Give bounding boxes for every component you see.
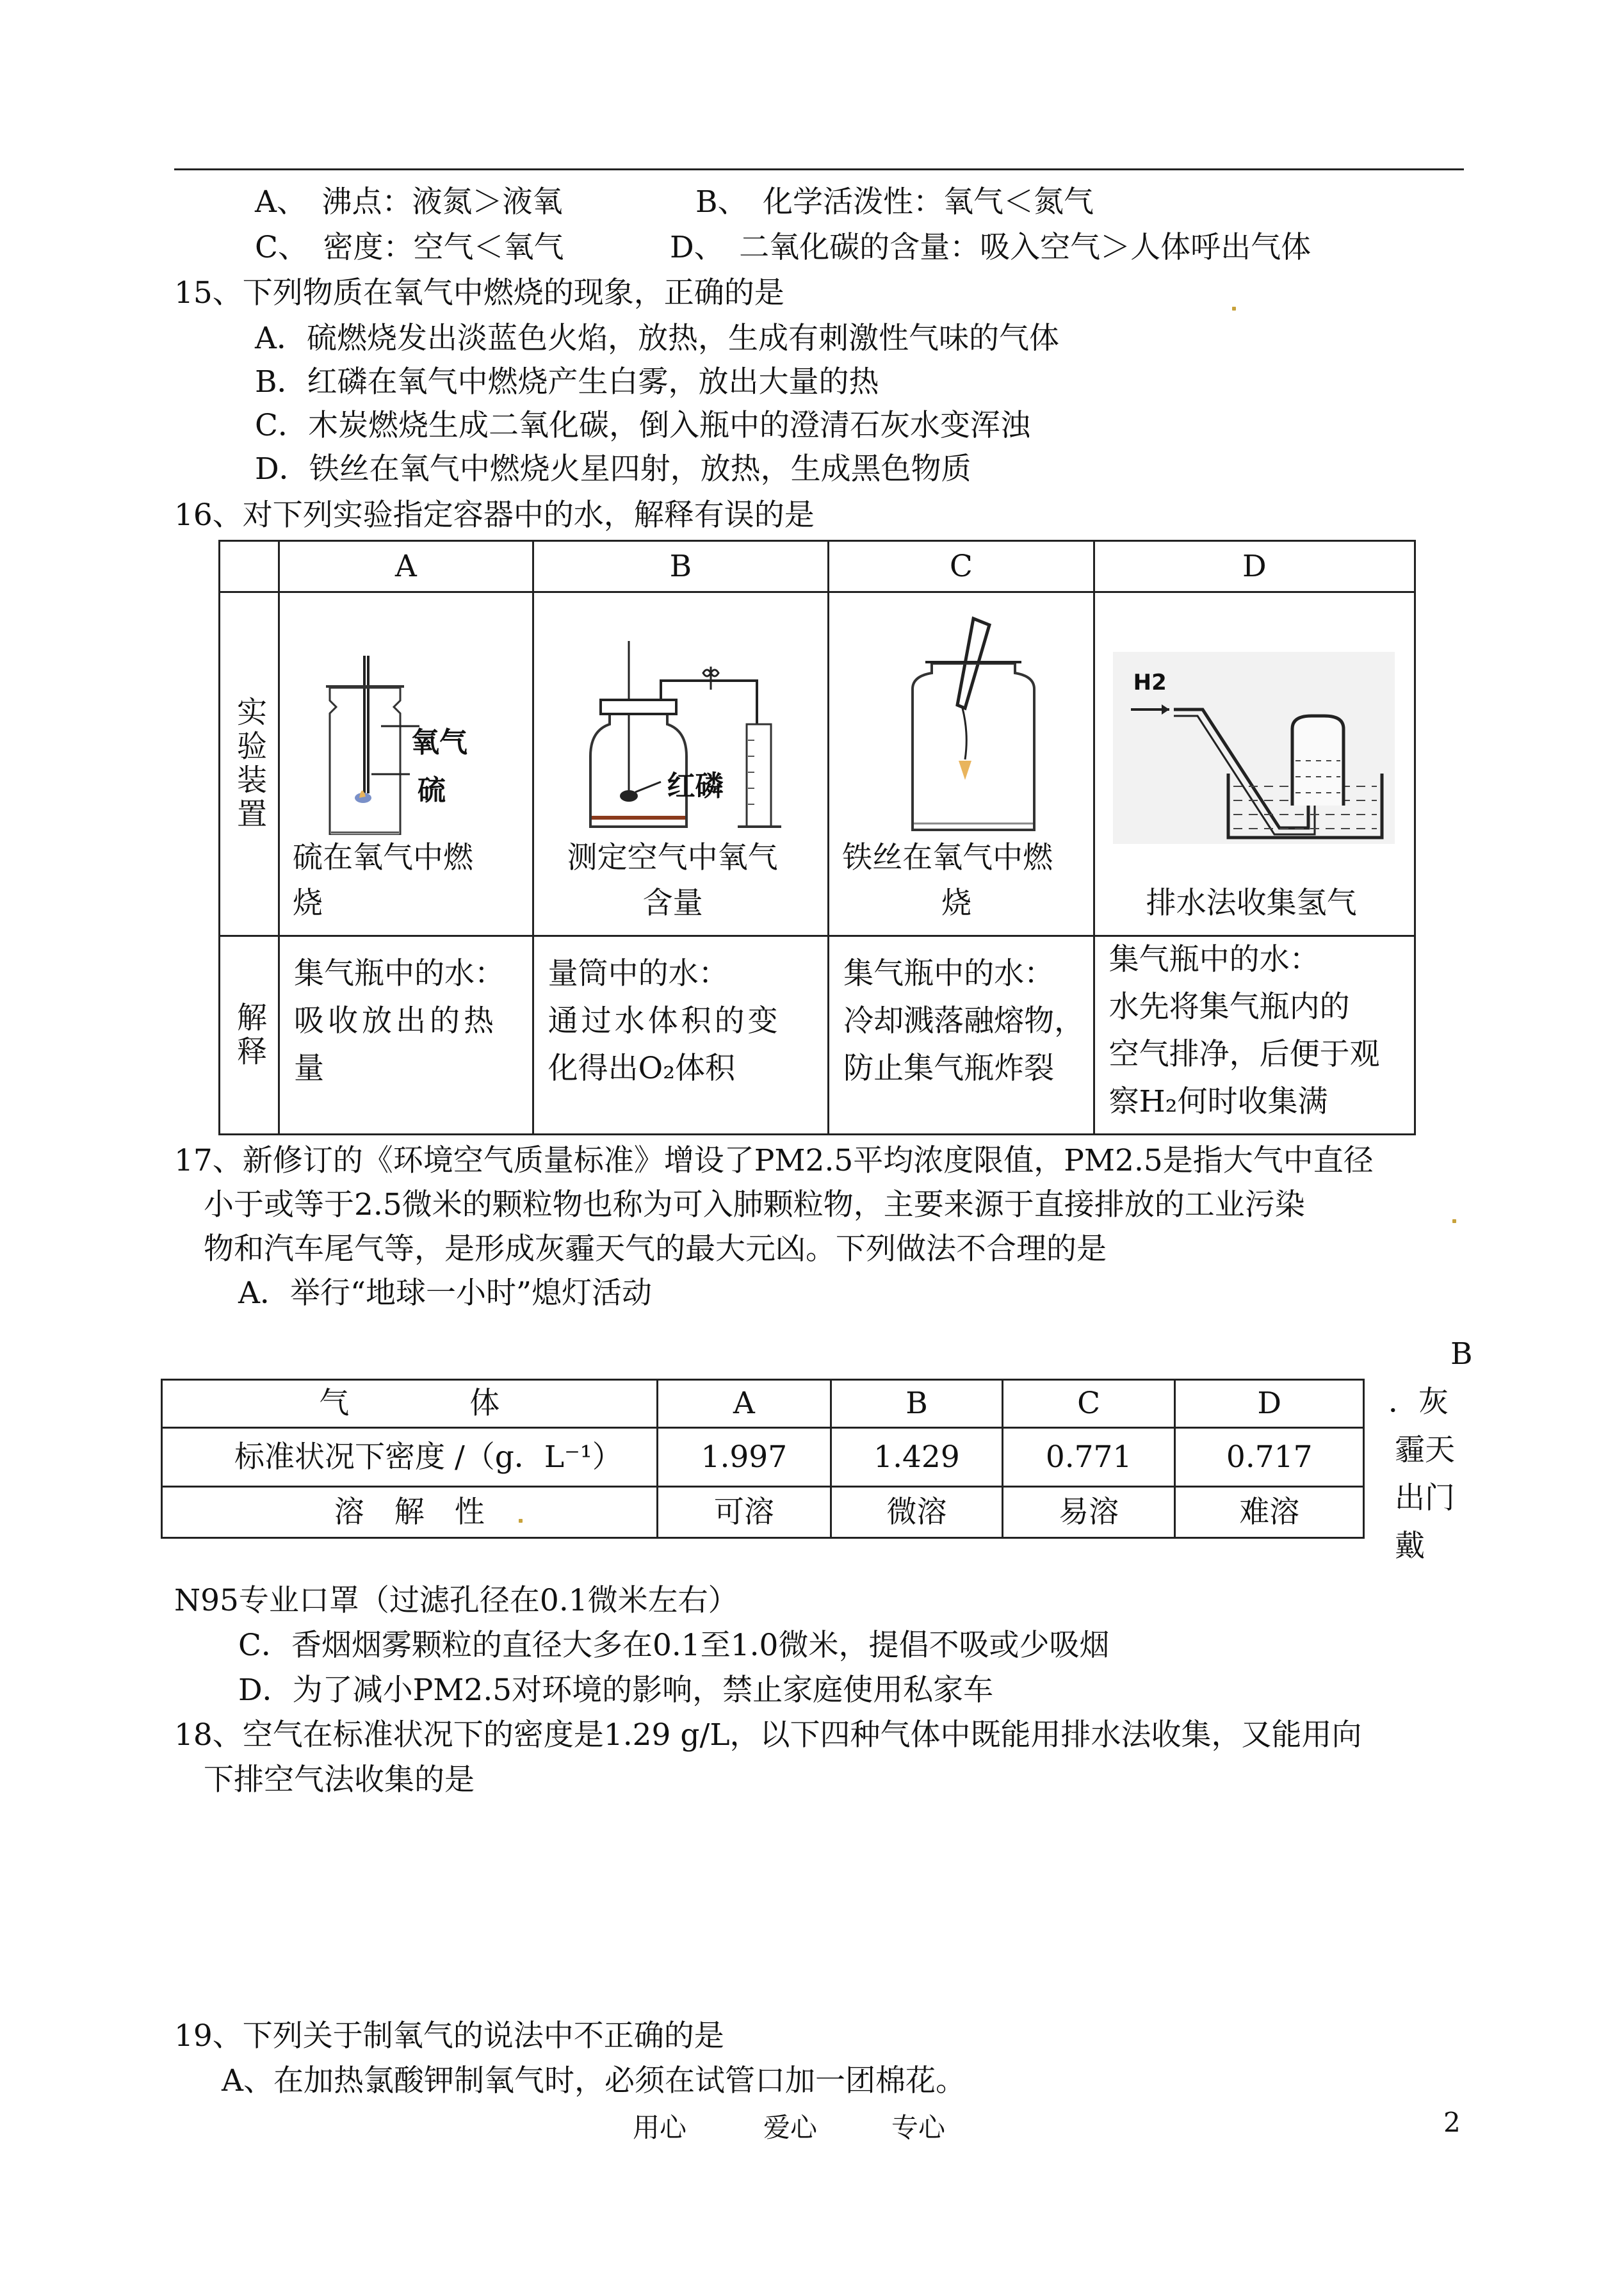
q16-table: [218, 540, 1416, 1135]
q17-side-b-3: 霾天: [1395, 1432, 1455, 1468]
footer-mid: 爱心: [763, 2112, 818, 2143]
q16-explain-b-2: 通过水体积的变: [548, 1003, 781, 1039]
stray-dot: [1452, 1219, 1456, 1223]
q14-option-d: D、 二氧化碳的含量：吸入空气＞人体呼出气体: [670, 230, 1311, 265]
q15-option-a: A．硫燃烧发出淡蓝色火焰，放热，生成有刺激性气味的气体: [255, 321, 1059, 356]
q18-line-1: 18、空气在标准状况下的密度是1.29 g/L，以下四种气体中既能用排水法收集，又能用向: [174, 1717, 1362, 1753]
q16-explain-d-4: 察H₂何时收集满: [1108, 1084, 1328, 1119]
q16-explain-b-1: 量筒中的水：: [548, 956, 729, 991]
q16-caption-d: 排水法收集氢气: [1146, 886, 1357, 921]
q16-explain-c: [829, 936, 1094, 1135]
gas-table-header-a: A: [657, 1380, 831, 1428]
q15-option-d: D．铁丝在氧气中燃烧火星四射，放热，生成黑色物质: [255, 451, 971, 487]
gas-table-header-c: C: [1002, 1380, 1175, 1428]
q16-caption-c-2: 烧: [941, 886, 972, 921]
q17-line-3: 物和汽车尾气等，是形成灰霾天气的最大元凶。下列做法不合理的是: [204, 1231, 1107, 1267]
gas-table-density-d: 0.717: [1175, 1428, 1364, 1487]
q16-caption-a-1: 硫在氧气中燃: [293, 840, 473, 875]
label-red-phosphorus: 红磷: [667, 770, 724, 802]
q14-option-a: A、 沸点：液氮＞液氧: [255, 184, 563, 220]
q16-explain-a-1: 集气瓶中的水：: [294, 956, 505, 991]
q16-explain-b: [533, 936, 828, 1135]
q17-option-c: C．香烟烟雾颗粒的直径大多在0.1至1.0微米，提倡不吸或少吸烟: [238, 1628, 1110, 1663]
footer-right: 专心: [891, 2112, 946, 2143]
q16-explain-c-3: 防止集气瓶炸裂: [843, 1051, 1055, 1086]
stray-dot: [519, 1519, 523, 1523]
q16-cell-a: [279, 592, 533, 936]
q16-explain-a-3: 量: [294, 1051, 324, 1086]
stray-dot: [1232, 307, 1236, 311]
gas-table-density-label: 标准状况下密度 /（g．L⁻¹）: [162, 1428, 658, 1487]
gas-table: [161, 1379, 1365, 1539]
q16-cell-d: [1094, 592, 1415, 936]
q16-explain-d-3: 空气排净，后便于观: [1108, 1037, 1380, 1072]
q16-explain-b-3: 化得出O₂体积: [548, 1051, 736, 1086]
q16-caption-a-2: 烧: [293, 886, 323, 921]
gas-table-density-c: 0.771: [1002, 1428, 1175, 1487]
q16-explain-c-1: 集气瓶中的水：: [843, 956, 1055, 991]
label-h2: H2: [1133, 670, 1167, 695]
q17-side-b-1: B: [1450, 1336, 1473, 1372]
q16-explain-a: [279, 936, 533, 1135]
gas-table-density-b: 1.429: [831, 1428, 1003, 1487]
gas-table-header-gas: 气 体: [162, 1380, 658, 1428]
q17-side-b-5: 戴: [1395, 1529, 1425, 1564]
iron-wire-jar-figure: [893, 612, 1053, 836]
q16-col-d: D: [1094, 541, 1415, 592]
label-sulfur: 硫: [418, 774, 446, 807]
q17-side-b-4: 出门: [1395, 1480, 1455, 1516]
gas-table-solubility-label: 溶 解 性: [162, 1487, 658, 1538]
q16-explain-d: [1094, 936, 1415, 1135]
gas-table-header-d: D: [1175, 1380, 1364, 1428]
q17-line-1: 17、新修订的《环境空气质量标准》增设了PM2.5平均浓度限值，PM2.5是指大气中直径: [174, 1143, 1374, 1178]
q16-explain-c-2: 冷却溅落融熔物，: [843, 1003, 1085, 1039]
q14-option-b: B、 化学活泼性：氧气＜氮气: [695, 184, 1094, 220]
gas-table-header-b: B: [831, 1380, 1003, 1428]
q18-line-2: 下排空气法收集的是: [204, 1762, 475, 1797]
gas-table-solubility-b: 微溶: [831, 1487, 1003, 1538]
q19-option-a: A、在加热氯酸钾制氧气时，必须在试管口加一团棉花。: [222, 2063, 966, 2098]
q17-line-2: 小于或等于2.5微米的颗粒物也称为可入肺颗粒物，主要来源于直接排放的工业污染: [204, 1187, 1305, 1222]
q16-cell-b: [533, 592, 828, 936]
footer-left: 用心: [633, 2112, 687, 2143]
q16-corner-cell: [220, 541, 279, 592]
q17-option-b-cont: N95专业口罩（过滤孔径在0.1微米左右）: [174, 1583, 738, 1618]
gas-table-solubility-a: 可溶: [657, 1487, 831, 1538]
q17-side-b-2: ．灰: [1388, 1384, 1449, 1420]
q15-option-c: C．木炭燃烧生成二氧化碳，倒入瓶中的澄清石灰水变浑浊: [255, 408, 1030, 443]
q16-cell-c: [829, 592, 1094, 936]
sulfur-jar-figure: [304, 649, 496, 835]
page-number: 2: [1443, 2107, 1461, 2138]
label-oxygen: 氧气: [411, 726, 467, 759]
gas-table-solubility-c: 易溶: [1002, 1487, 1175, 1538]
q17-option-a: A．举行“地球一小时”熄灯活动: [238, 1276, 652, 1311]
q16-explain-a-2: 吸收放出的热: [294, 1003, 498, 1039]
q14-option-c: C、 密度：空气＜氧气: [255, 230, 564, 265]
q16-row-header-explanation: 解释: [220, 936, 279, 1135]
q16-caption-b-2: 含量: [642, 886, 703, 921]
q16-explain-d-1: 集气瓶中的水：: [1108, 942, 1320, 977]
q16-col-c: C: [829, 541, 1094, 592]
q16-col-b: B: [533, 541, 828, 592]
q16-stem: 16、对下列实验指定容器中的水，解释有误的是: [174, 498, 815, 533]
q16-explain-d-2: 水先将集气瓶内的: [1108, 989, 1350, 1025]
q16-caption-b-1: 测定空气中氧气: [567, 840, 778, 875]
gas-table-solubility-d: 难溶: [1175, 1487, 1364, 1538]
q17-option-d: D．为了减小PM2.5对环境的影响，禁止家庭使用私家车: [238, 1673, 994, 1708]
q16-row-header-apparatus: 实验装置: [220, 592, 279, 936]
q15-stem: 15、下列物质在氧气中燃烧的现象，正确的是: [174, 275, 784, 311]
q19-stem: 19、下列关于制氧气的说法中不正确的是: [174, 2018, 724, 2054]
header-rule: [174, 168, 1464, 170]
q16-caption-c-1: 铁丝在氧气中燃: [842, 840, 1053, 875]
q16-col-a: A: [279, 541, 533, 592]
q15-option-b: B．红磷在氧气中燃烧产生白雾，放出大量的热: [255, 364, 879, 400]
gas-table-density-a: 1.997: [657, 1428, 831, 1487]
